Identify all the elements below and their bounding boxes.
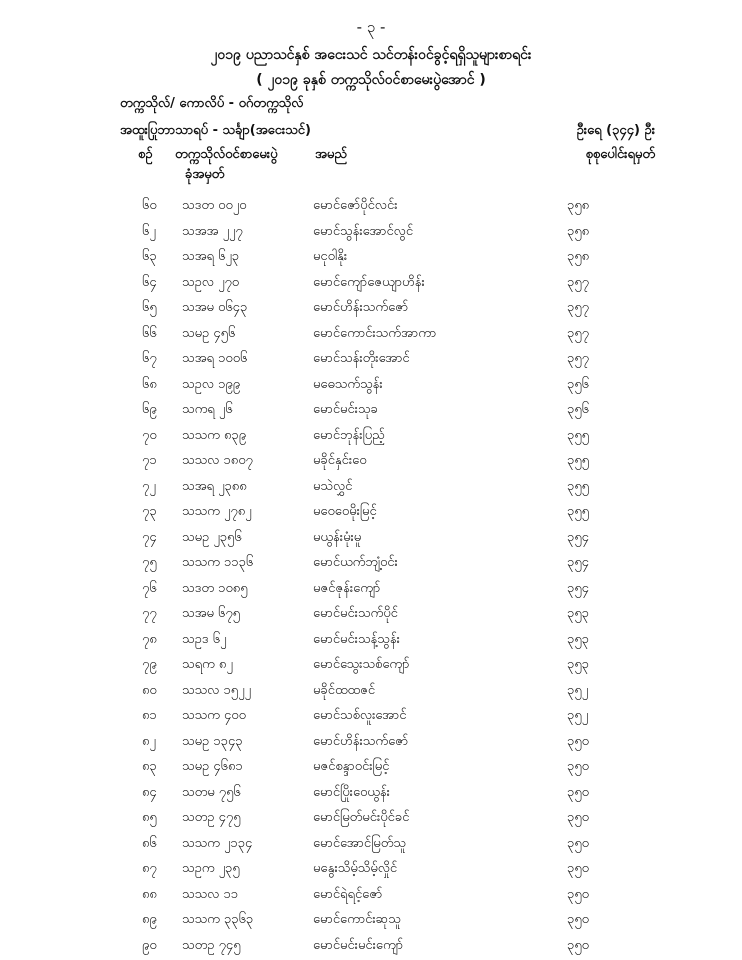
row-roll-number: သအရ ၂၃၈၈ [182,478,247,494]
row-score: ၃၅၀ [567,861,589,876]
table-row [120,244,655,270]
row-name: မောင်သန်းတိုးအောင် [313,351,410,366]
row-name: မောင်မင်းသန့်သွန်း [313,631,400,647]
row-name: မောင်ပြိုးဝေယွန်း [313,784,390,800]
row-score: ၃၅၈ [567,223,590,239]
row-roll-number: သဥလ ၁၉၉ [182,376,241,392]
row-roll-number: သအအ ၂၂၇ [182,223,243,239]
row-score: ၃၅၂ [567,708,589,723]
row-roll-number: သအရ ၁၀၀၆ [182,351,248,366]
row-score: ၃၅၀ [567,759,589,774]
row-name: မခိုင်နှင်းဝေ [313,453,367,468]
row-score: ၃၅၀ [567,784,589,800]
page-number: - ၃ - [356,18,386,36]
row-score: ၃၅၈ [567,249,590,264]
table-row [120,423,655,449]
header-roll: တက္ကသိုလ်ဝင်စာမေးပွဲ [175,147,278,162]
row-name: မောင်သွေးသစ်ကျော် [313,657,410,672]
row-name: မောင်ဘုန်းပြည့် [313,427,385,443]
row-roll-number: သတဥ ၇၄၅ [182,937,241,953]
row-name: မောင်ကောင်းဆုသူ [313,912,401,927]
row-number: ၇၄ [142,529,157,545]
row-roll-number: သရက ၈၂ [182,657,233,672]
row-number: ၇၈ [142,631,157,647]
table-row [120,474,655,500]
table-row [120,397,655,423]
table-row [120,448,655,474]
row-score: ၃၅၅ [567,427,589,443]
table-row [120,831,655,857]
row-score: ၃၅၄ [567,529,589,545]
row-number: ၇၉ [142,657,157,672]
row-name: မောင်ကောင်းသက်အာကာ [313,325,437,341]
row-name: မငုဝါနိုး [313,249,348,264]
row-roll-number: သမဥ ၄၆၈၁ [182,759,243,774]
row-number: ၈၇ [142,861,157,876]
row-roll-number: သမဥ ၄၅၆ [182,325,236,341]
table-row [120,525,655,551]
table-row [120,907,655,933]
row-number: ၈၂ [142,733,156,749]
row-roll-number: သအမ ၆၇၅ [182,606,240,621]
row-name: မယွန်းမုံးမူ [313,529,362,545]
table-header [120,146,655,186]
row-roll-number: သအမ ၀၆၄၃ [182,300,248,315]
row-score: ၃၅၆ [567,402,589,417]
row-roll-number: သသက ၂၁၃၄ [182,835,253,851]
row-score: ၃၅၀ [567,835,589,851]
row-roll-number: သသက ၈၃၉ [182,427,247,443]
row-roll-number: သသက ၁၁၃၆ [182,555,254,570]
table-row [120,321,655,347]
row-name: မဇင်စန္ဒာဝင်းမြင့် [313,759,390,774]
row-number: ၈၁ [142,708,157,723]
document-title: ၂၀၁၉ ပညာသင်နှစ် အငေးသင် သင်တန်းဝင်ခွင့်ရရှိသူများစာရင်း [210,47,532,63]
row-number: ၈၅ [142,810,157,825]
row-name: မောင်ဇော်ပိုင်လင်း [313,198,398,213]
row-score: ၃၅၃ [567,657,589,672]
row-number: ၇၇ [142,606,157,621]
document-subtitle: ( ၂၀၁၉ ခုနှစ် တက္ကသိုလ်ဝင်စာမေးပွဲအောင် ) [256,72,486,88]
table-row [120,678,655,704]
row-name: မောင်သစ်လူးအောင် [313,708,407,723]
row-score: ၃၅၅ [567,478,589,494]
row-roll-number: သဒတ ၀၀၂၀ [182,198,247,213]
row-name: မောင်ကျော်ဇေယျာဟိန်း [313,274,425,290]
row-number: ၇၀ [142,427,157,443]
table-row [120,933,655,959]
table-row [120,780,655,806]
table-row [120,193,655,219]
table-row [120,219,655,245]
row-number: ၇၁ [142,453,157,468]
row-number: ၈၈ [142,886,157,902]
row-number: ၉၀ [142,937,157,953]
table-row [120,856,655,882]
row-roll-number: သကရ ၂၆ [182,402,233,417]
row-name: မခိုင်ထထဇင် [313,682,376,698]
table-row [120,805,655,831]
row-number: ၈၄ [142,784,157,800]
row-roll-number: သတဥ ၄၇၅ [182,810,241,825]
row-score: ၃၅၀ [567,733,589,749]
row-number: ၆၆ [142,325,157,341]
row-name: မဓေသက်သွန်း [313,376,383,392]
header-name: အမည် [315,147,347,162]
row-roll-number: သဥက ၂၃၅ [182,861,240,876]
row-name: မောင်ဟိန်းသက်ဇော် [313,300,409,315]
row-number: ၆၅ [142,300,157,315]
row-number: ၆၈ [142,376,157,392]
row-number: ၆၇ [142,351,157,366]
row-score: ၃၅၆ [567,376,589,392]
row-name: မောင်ရဲရင့်ဇော် [313,886,383,902]
row-roll-number: သသလ ၁၈၀၇ [182,453,253,468]
row-name: မောင်သွန်းအောင်လွင် [313,223,414,239]
row-score: ၃၅၄ [567,580,589,596]
row-score: ၃၅၇ [567,325,589,341]
table-row [120,295,655,321]
row-number: ၈၆ [142,835,157,851]
row-score: ၃၅၄ [567,555,589,570]
row-name: မောင်မင်းသက်ပိုင် [313,606,398,621]
row-number: ၆၂ [142,223,156,239]
row-score: ၃၅၃ [567,606,589,621]
row-name: မဝေဝေမိုးမြင့် [313,504,377,519]
table-row [120,372,655,398]
row-roll-number: သဥလ ၂၇၀ [182,274,240,290]
row-score: ၃၅၀ [567,912,589,927]
row-number: ၆၄ [142,274,157,290]
results-table [120,193,655,958]
table-row [120,703,655,729]
table-row [120,346,655,372]
table-row [120,576,655,602]
row-score: ၃၅၀ [567,810,589,825]
row-name: မောင်ယက်ဘျံ့ဝင်း [313,555,398,570]
row-number: ၈၀ [142,682,157,698]
row-number: ၇၃ [142,504,157,519]
row-score: ၃၅၇ [567,351,589,366]
row-number: ၆၉ [142,402,157,417]
row-roll-number: သသလ ၁၁ [182,886,239,902]
row-number: ၇၂ [142,478,156,494]
table-row [120,754,655,780]
row-score: ၃၅၈ [567,198,590,213]
row-number: ၈၃ [142,759,157,774]
row-roll-number: သသက ၃၃၆၃ [182,912,254,927]
header-no: စဉ် [138,147,153,162]
row-name: မောင်မြတ်မင်းပိုင်ခင် [313,810,410,825]
row-name: မောင်ဟိန်းသက်ဇော် [313,733,409,749]
row-score: ၃၅၅ [567,504,589,519]
row-score: ၃၅၇ [567,300,589,315]
row-roll-number: သတမ ၇၅၆ [182,784,241,800]
row-name: မောင်အောင်မြတ်သူ [313,835,406,851]
row-number: ၇၆ [142,580,157,596]
row-roll-number: သမဥ ၁၃၄၃ [182,733,243,749]
row-roll-number: သသလ ၁၅၂၂ [182,682,251,698]
header-roll-number: ခုံအမှတ် [185,167,225,182]
university-line: တက္ကသိုလ်/ ကောလိပ် - ဝဂ်တက္ကသိုလ် [120,96,304,111]
table-row [120,882,655,908]
row-number: ၆၀ [142,198,157,213]
row-number: ၈၉ [142,912,157,927]
row-number: ၆၃ [142,249,157,264]
row-name: မသဲလွှင် [313,478,353,494]
row-number: ၇၅ [142,555,157,570]
row-roll-number: သသက ၄၀၀ [182,708,246,723]
row-name: မနွေးသိမ့်သိမ့်လှိုင် [313,861,398,876]
table-row [120,550,655,576]
table-row [120,627,655,653]
table-row [120,601,655,627]
major-subject: အထူးပြုဘာသာရပ် - သင်္ချာ(အငေးသင်) [120,123,311,138]
table-row [120,270,655,296]
row-score: ၃၅၀ [567,886,589,902]
row-score: ၃၅၇ [567,274,589,290]
row-score: ၃၅၅ [567,453,589,468]
row-score: ၃၅၀ [567,937,589,953]
row-roll-number: သဒတ ၁၀၈၅ [182,580,248,596]
table-row [120,499,655,525]
row-roll-number: သသက ၂၇၈၂ [182,504,252,519]
row-name: မောင်မင်းမင်းကျော် [313,937,404,953]
row-name: မောင်မင်းသုခ [313,402,378,417]
row-roll-number: သဥဒ ၆၂ [182,631,227,647]
row-roll-number: သမဥ ၂၃၅၆ [182,529,242,545]
header-score: စုစုပေါင်းရမှတ် [585,147,655,162]
table-row [120,652,655,678]
row-name: မဇင်ဇုန်းကျော် [313,580,381,596]
row-score: ၃၅၃ [567,631,589,647]
row-roll-number: သအရ ၆၂၃ [182,249,240,264]
table-row [120,729,655,755]
total-count: ဦးရေ (၃၄၄) ဦး [576,123,655,138]
row-score: ၃၅၂ [567,682,589,698]
